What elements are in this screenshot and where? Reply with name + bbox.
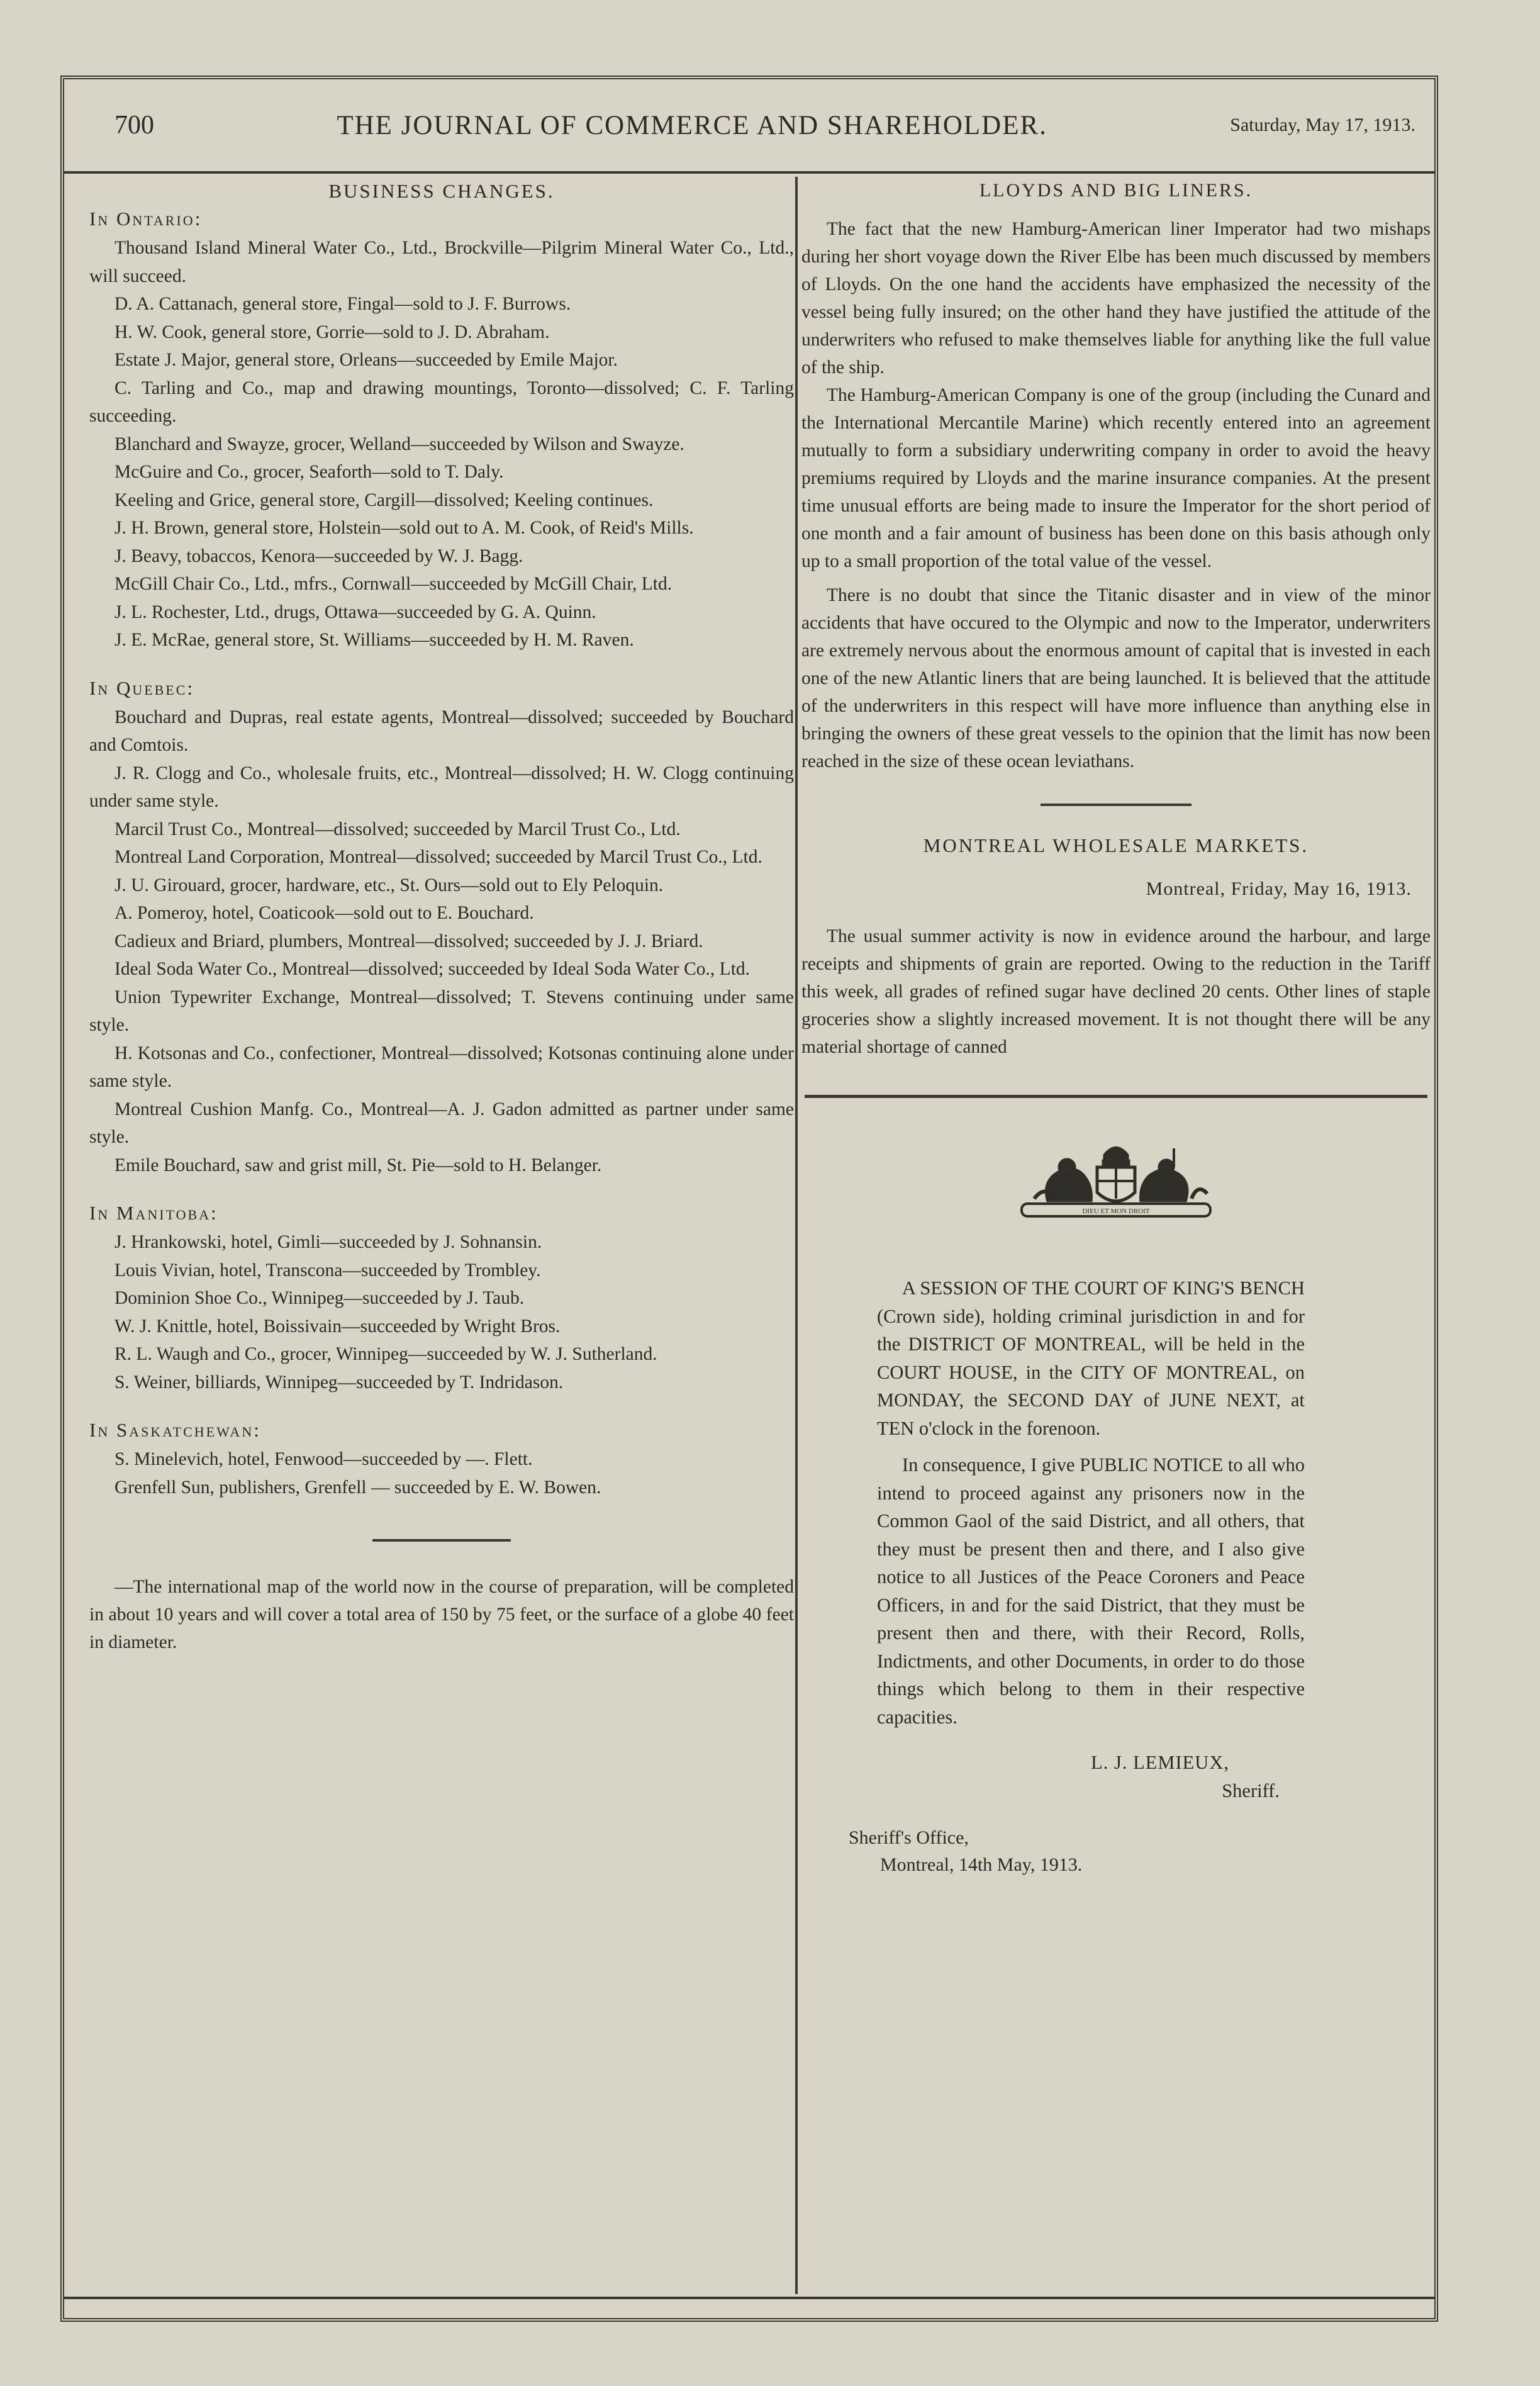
- list-item: Thousand Island Mineral Water Co., Ltd., Brockville—Pilgrim Mineral Water Co., Ltd., will succeed.: [89, 238, 794, 286]
- list-item: J. L. Rochester, Ltd., drugs, Ottawa—succeeded by G. A. Quinn.: [114, 602, 596, 622]
- list-item: C. Tarling and Co., map and drawing mountings, Toronto—dissolved; C. F. Tarling succeeding.: [89, 378, 794, 426]
- issue-date: Saturday, May 17, 1913.: [1230, 115, 1415, 135]
- list-item: D. A. Cattanach, general store, Fingal—sold to J. F. Burrows.: [114, 294, 571, 314]
- list-item: Union Typewriter Exchange, Montreal—dissolved; T. Stevens continuing under same style.: [89, 987, 794, 1035]
- markets-dateline: Montreal, Friday, May 16, 1913.: [1146, 878, 1412, 899]
- notice-paragraph: In consequence, I give PUBLIC NOTICE to all who intend to proceed against any prisoners now in the Common Gaol of the said District, and all others, that they must be present then and there, and I also give notice to all Justices of the Peace Coroners and Peace Officers, in and for the said District, that they must be present then and there, with their Record, Rolls, Indictments, and other Documents, in order to do those things which belong to them in their respective capacities.: [877, 1454, 1305, 1728]
- list-item: Dominion Shoe Co., Winnipeg—succeeded by J. Taub.: [114, 1288, 525, 1308]
- list-item: S. Weiner, billiards, Winnipeg—succeeded by T. Indridason.: [114, 1372, 564, 1392]
- list-item: H. Kotsonas and Co., confectioner, Montreal—dissolved; Kotsonas continuing alone under same style.: [89, 1043, 794, 1091]
- article-paragraph: The Hamburg-American Company is one of the group (including the Cunard and the International Mercantile Marine) which recently entered into an agreement mutually to form a subsidiary underwriting company in order to avoid the heavy premiums required by Lloyds and the marine insurance companies. At the present time unusual efforts are being made to insure the Imperator for the short period of one month and a fair amount of business has been done on this basis athough only up to a small proportion of the total value of the vessel.: [801, 385, 1431, 571]
- list-item: S. Minelevich, hotel, Fenwood—succeeded by —. Flett.: [114, 1449, 533, 1469]
- list-item: Cadieux and Briard, plumbers, Montreal—dissolved; succeeded by J. J. Briard.: [114, 931, 703, 951]
- section-quebec: [89, 677, 794, 1180]
- list-item: J. R. Clogg and Co., wholesale fruits, etc., Montreal—dissolved; H. W. Clogg continuing under same style.: [89, 763, 794, 811]
- list-item: Emile Bouchard, saw and grist mill, St. Pie—sold to H. Belanger.: [114, 1155, 602, 1175]
- page-number: 700: [114, 111, 154, 140]
- list-item: Blanchard and Swayze, grocer, Welland—succeeded by Wilson and Swayze.: [114, 434, 684, 454]
- list-item: Bouchard and Dupras, real estate agents, Montreal—dissolved; succeeded by Bouchard and Comtois.: [89, 707, 794, 755]
- list-item: Ideal Soda Water Co., Montreal—dissolved; succeeded by Ideal Soda Water Co., Ltd.: [114, 959, 750, 979]
- section-ontario: [89, 208, 794, 654]
- masthead: THE JOURNAL OF COMMERCE AND SHAREHOLDER.: [337, 110, 1047, 140]
- list-item: McGill Chair Co., Ltd., mfrs., Cornwall—succeeded by McGill Chair, Ltd.: [114, 574, 672, 594]
- list-item: J. E. McRae, general store, St. Williams—succeeded by H. M. Raven.: [114, 630, 634, 650]
- section-heading: In Ontario:: [89, 208, 203, 230]
- article-paragraph: There is no doubt that since the Titanic disaster and in view of the minor accidents that have occured to the Olympic and now to the Imperator, underwriters are extremely nervous about the enormous amount of capital that is invested in each one of the new Atlantic liners that are being launched. It is believed that the attitude of the underwriters in this respect will have more influence than anything else in bringing the owners of these great vessels to the opinion that the limit has now been reached in the size of these ocean leviathans.: [801, 585, 1431, 771]
- section-heading: In Quebec:: [89, 676, 195, 699]
- sheriff-office: Sheriff's Office,: [849, 1827, 969, 1848]
- notice-paragraph: A SESSION OF THE COURT OF KING'S BENCH (Crown side), holding criminal jurisdiction in and for the DISTRICT OF MONTREAL, will be held in the COURT HOUSE, in the CITY OF MONTREAL, on MONDAY, the SECOND DAY of JUNE NEXT, at TEN o'clock in the forenoon.: [877, 1277, 1305, 1439]
- list-item: Montreal Land Corporation, Montreal—dissolved; succeeded by Marcil Trust Co., Ltd.: [114, 847, 762, 867]
- bottom-rule: [64, 2297, 1434, 2299]
- list-item: Marcil Trust Co., Montreal—dissolved; succeeded by Marcil Trust Co., Ltd.: [114, 819, 681, 839]
- right-column: [801, 180, 1431, 1881]
- section-heading: In Saskatchewan:: [89, 1419, 261, 1441]
- list-item: J. Hrankowski, hotel, Gimli—succeeded by J. Sohnansin.: [114, 1232, 542, 1252]
- list-item: A. Pomeroy, hotel, Coaticook—sold out to E. Bouchard.: [114, 903, 534, 923]
- crest-motto: DIEU ET MON DROIT: [1082, 1207, 1150, 1215]
- page-header: [64, 79, 1434, 174]
- section-rule: [805, 1095, 1427, 1098]
- markets-paragraph: The usual summer activity is now in evidence around the harbour, and large receipts and shipments of grain are reported. Owing to the reduction in the Tariff this week, all grades of refined sugar have declined 20 cents. Other lines of staple groceries show a slightly increased movement. It is not thought there will be any material shortage of canned: [801, 926, 1431, 1057]
- list-item: J. U. Girouard, grocer, hardware, etc., St. Ours—sold out to Ely Peloquin.: [114, 875, 664, 895]
- world-map-note: —The international map of the world now in the course of preparation, will be completed in about 10 years and will cover a total area of 150 by 75 feet, or the surface of a globe 40 feet in diameter.: [89, 1577, 794, 1652]
- list-item: J. H. Brown, general store, Holstein—sold out to A. M. Cook, of Reid's Mills.: [114, 518, 694, 538]
- royal-coat-of-arms-icon: [1009, 1136, 1223, 1230]
- list-item: Grenfell Sun, publishers, Grenfell — succeeded by E. W. Bowen.: [114, 1477, 601, 1498]
- list-item: Keeling and Grice, general store, Cargill—dissolved; Keeling continues.: [114, 490, 654, 510]
- signature: L. J. LEMIEUX,: [1091, 1752, 1229, 1773]
- notice-place-date: Montreal, 14th May, 1913.: [880, 1854, 1083, 1875]
- list-item: H. W. Cook, general store, Gorrie—sold to J. D. Abraham.: [114, 322, 550, 342]
- list-item: McGuire and Co., grocer, Seaforth—sold to T. Daly.: [114, 462, 504, 482]
- short-rule: [372, 1539, 511, 1542]
- list-item: Estate J. Major, general store, Orleans—succeeded by Emile Major.: [114, 350, 618, 370]
- section-heading: In Manitoba:: [89, 1202, 218, 1224]
- list-item: Louis Vivian, hotel, Transcona—succeeded by Trombley.: [114, 1260, 541, 1280]
- list-item: Montreal Cushion Manfg. Co., Montreal—A. J. Gadon admitted as partner under same style.: [89, 1099, 794, 1147]
- newspaper-page: [60, 76, 1438, 2322]
- signature-title: Sheriff.: [1222, 1779, 1280, 1801]
- markets-title: MONTREAL WHOLESALE MARKETS.: [923, 834, 1309, 856]
- section-manitoba: [89, 1202, 794, 1396]
- lloyds-article: [801, 215, 1431, 775]
- list-item: J. Beavy, tobaccos, Kenora—succeeded by W. J. Bagg.: [114, 546, 523, 566]
- list-item: W. J. Knittle, hotel, Boissivain—succeeded by Wright Bros.: [114, 1316, 561, 1336]
- list-item: R. L. Waugh and Co., grocer, Winnipeg—succeeded by W. J. Sutherland.: [114, 1344, 657, 1364]
- lloyds-title: LLOYDS AND BIG LINERS.: [979, 180, 1253, 201]
- left-column: [89, 180, 794, 1656]
- column-divider: [795, 177, 798, 2294]
- article-paragraph: The fact that the new Hamburg-American liner Imperator had two mishaps during her short voyage down the River Elbe has been much discussed by members of Lloyds. On the one hand the accidents have emphasized the necessity of the vessel being fully insured; on the other hand they have justified the attitude of the underwriters who refused to make themselves liable for anything like the full value of the ship.: [801, 219, 1431, 378]
- business-changes-title: BUSINESS CHANGES.: [328, 180, 555, 202]
- short-rule: [1041, 804, 1191, 806]
- court-notice: [877, 1274, 1305, 1805]
- section-saskatchewan: [89, 1419, 794, 1501]
